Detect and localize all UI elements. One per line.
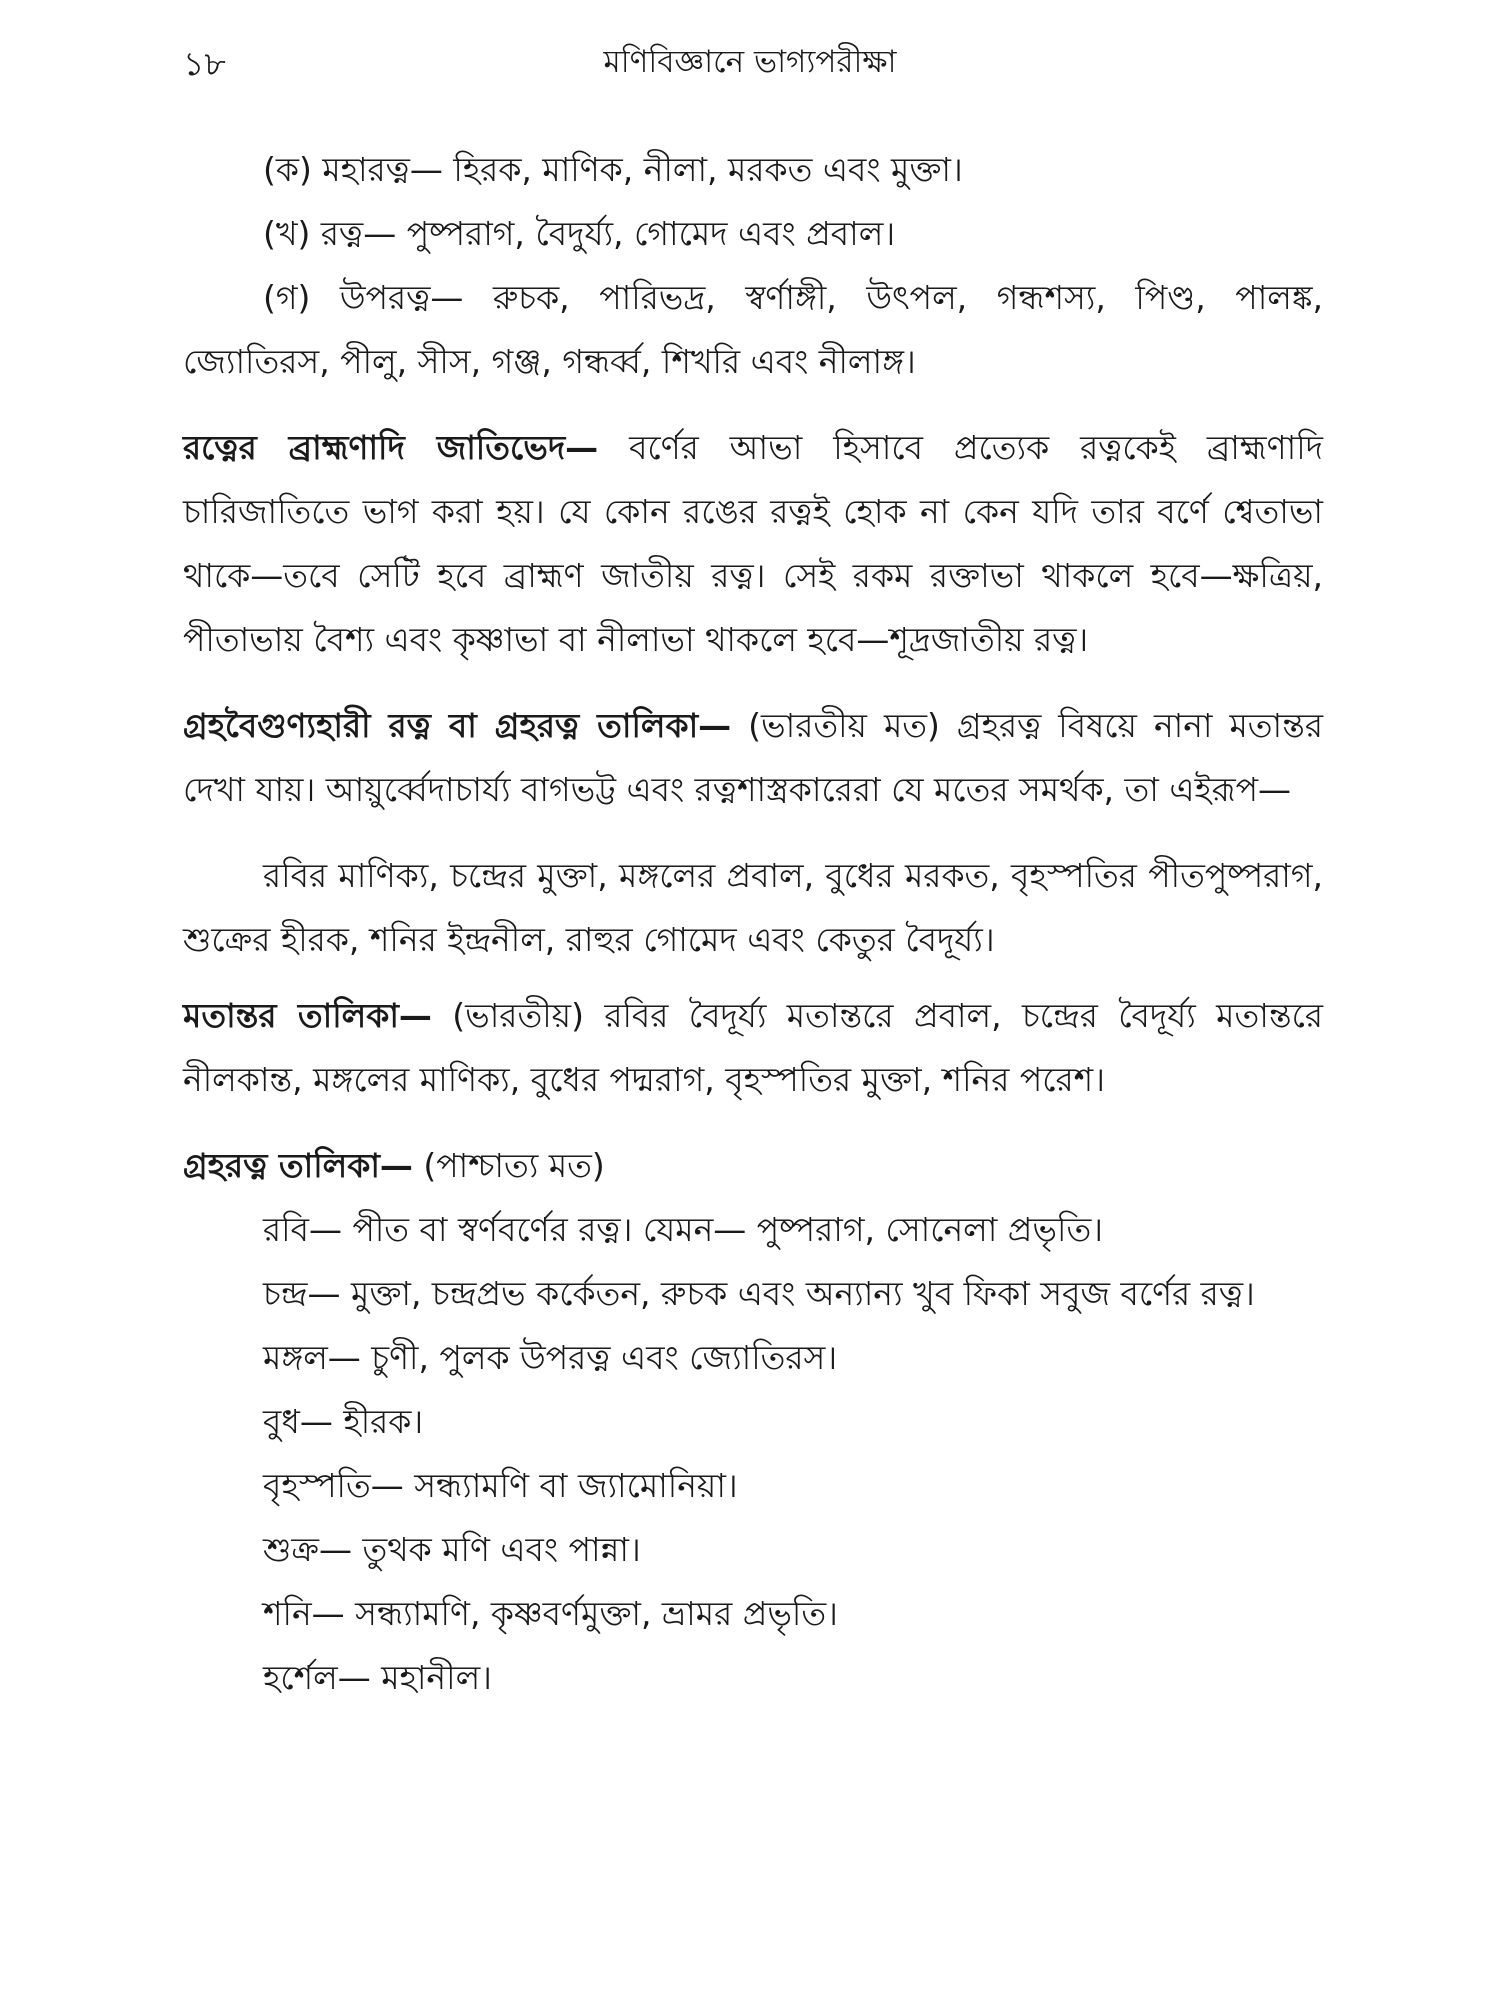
running-title: মণিবিজ্ঞানে ভাগ্যপরীক্ষা [603, 44, 897, 80]
western-text: (পাশ্চাত্য মত) [412, 1146, 605, 1185]
western-item: মঙ্গল— চুণী, পুলক উপরত্ন এবং জ্যোতিরস। [263, 1338, 838, 1377]
western-item: শনি— সন্ধ্যামণি, কৃষ্ণবর্ণমুক্তা, ভ্রামর প্রভৃতি। [263, 1594, 838, 1633]
western-item: শুক্র— তুথক মণি এবং পান্না। [263, 1530, 641, 1569]
western-item: হর্শেল— মহানীল। [263, 1658, 492, 1697]
western-item: বৃহস্পতি— সন্ধ্যামণি বা জ্যামোনিয়া। [263, 1466, 738, 1505]
western-heading-line [183, 1134, 1323, 1198]
western-heading: গ্রহরত্ন তালিকা— [183, 1146, 413, 1185]
alt-paragraph [183, 984, 1323, 1112]
planet-gem-paragraph [183, 694, 1323, 822]
page-body [183, 138, 1323, 1710]
western-item: রবি— পীত বা স্বর্ণবর্ণের রত্ন। যেমন— পুষ্পরাগ, সোনেলা প্রভৃতি। [263, 1210, 1104, 1249]
alt-text: (ভারতীয়) রবির বৈদূর্য্য মতান্তরে প্রবাল, চন্দ্রের বৈদূর্য্য মতান্তরে নীলকান্ত, মঙ্গলের মাণিক্য, বুধের পদ্মরাগ, বৃহস্পতির মুক্তা, শনির পরেশ। [183, 996, 1323, 1099]
caste-heading: রত্নের ব্রাহ্মণাদি জাতিভেদ— [183, 428, 599, 467]
caste-paragraph [183, 416, 1323, 672]
planet-gem-heading: গ্রহবৈগুণ্যহারী রত্ন বা গ্রহরত্ন তালিকা— [183, 706, 732, 745]
class-ga: (গ) উপরত্ন— রুচক, পারিভদ্র, স্বর্ণাঙ্গী, উৎপল, গন্ধশস্য, পিণ্ড, পালঙ্ক, জ্যোতিরস, পীলু, সীস, গঞ্জ, গন্ধর্ব্ব, শিখরি এবং নীলাঙ্গ। [183, 278, 1323, 381]
alt-heading: মতান্তর তালিকা— [183, 996, 432, 1035]
western-item: বুধ— হীরক। [263, 1402, 424, 1441]
planet-gem-list: রবির মাণিক্য, চন্দ্রের মুক্তা, মঙ্গলের প্রবাল, বুধের মরকত, বৃহস্পতির পীতপুষ্পরাগ, শুক্রের হীরক, শনির ইন্দ্রনীল, রাহুর গোমেদ এবং কেতুর বৈদূর্য্য। [183, 856, 1323, 959]
caste-text: বর্ণের আভা হিসাবে প্রত্যেক রত্নকেই ব্রাহ্মণাদি চারিজাতিতে ভাগ করা হয়। যে কোন রঙের রত্নই হোক না কেন যদি তার বর্ণে শ্বেতাভা থাকে—তবে সেটি হবে ব্রাহ্মণ জাতীয় রত্ন। সেই রকম রক্তাভা থাকলে হবে—ক্ষত্রিয়, পীতাভায় বৈশ্য এবং কৃষ্ণাভা বা নীলাভা থাকলে হবে—শূদ্রজাতীয় রত্ন। [183, 428, 1323, 659]
planet-gem-text: (ভারতীয় মত) গ্রহরত্ন বিষয়ে নানা মতান্তর দেখা যায়। আয়ুর্ব্বেদাচার্য্য বাগভট্ট এবং রত্নশাস্ত্রকারেরা যে মতের সমর্থক, তা এইরূপ— [183, 706, 1324, 809]
page-header [0, 0, 1500, 110]
western-item: চন্দ্র— মুক্তা, চন্দ্রপ্রভ কর্কেতন, রুচক এবং অন্যান্য খুব ফিকা সবুজ বর্ণের রত্ন। [263, 1274, 1255, 1313]
page-number: ১৮ [183, 44, 226, 83]
class-ka: (ক) মহারত্ন— হিরক, মাণিক, নীলা, মরকত এবং মুক্তা। [263, 150, 963, 189]
class-kha: (খ) রত্ন— পুষ্পরাগ, বৈদুর্য্য, গোমেদ এবং প্রবাল। [263, 214, 896, 253]
